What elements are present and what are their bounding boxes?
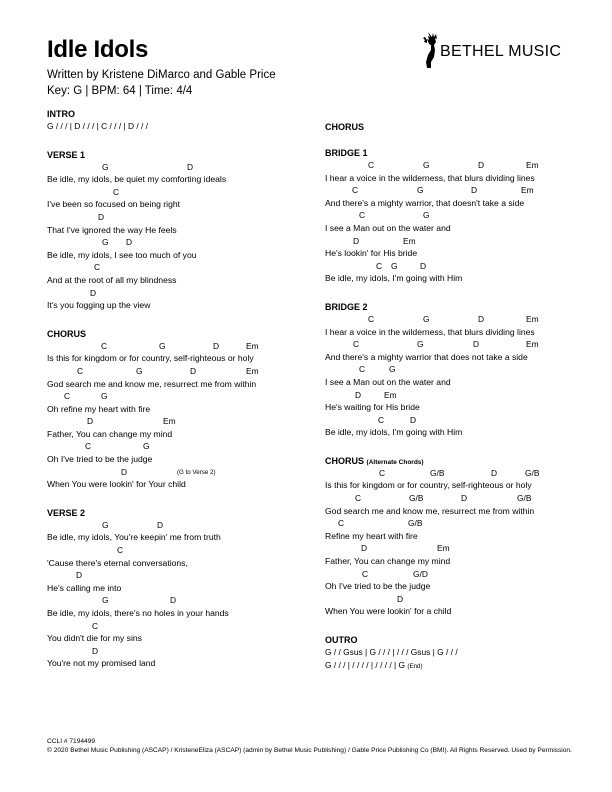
lyric-line: When You were lookin' for Your child [47,479,186,490]
chord-line [325,235,605,248]
chord: Em [163,416,176,427]
section-title: BRIDGE 1 [325,148,368,158]
chord: D [478,313,485,324]
chord: D [170,595,177,606]
chord: D [397,593,404,604]
chord-line [325,260,605,273]
chord-line [47,440,327,453]
section-title: VERSE 2 [47,507,86,518]
chord: C [353,339,360,350]
lyric-line: And there's a mighty warrior that does not take a side [325,351,528,362]
chord: C [368,313,375,324]
chord: D [420,260,427,271]
lyric-line: And there's a mighty warrior, that doesn't take a side [325,197,525,208]
chord: C [362,568,369,579]
lyric-line: Father, You can change my mind [47,428,173,439]
chord-line [325,159,605,172]
chord-progression [325,659,605,672]
chord: Em [384,389,397,400]
chord: C [368,160,375,170]
chord-line [325,467,605,480]
writers: Written by Kristene DiMarco and Gable Price [47,69,276,81]
end-note: (End) [407,662,423,670]
chord: G/D [413,568,428,579]
chord: Em [246,340,259,351]
chord-progression: G / / / | D / / / | C / / / | D / / / [47,121,148,131]
chord: G [101,391,108,402]
chord: D [473,339,480,350]
chord: Em [526,160,539,170]
chord: D [491,467,498,478]
chord: C [378,414,385,425]
lyric-line: Be idle, my idols, I'm going with Him [325,273,463,284]
chord: D [190,365,197,376]
chord: C [94,262,101,273]
chord: C [352,185,359,196]
chord-line [325,184,605,197]
chord: D [76,570,83,581]
lyric-line: Is this for kingdom or for country, self-righteous or holy [325,480,532,491]
lyric-line: Be idle, my idols, I see too much of you [47,249,197,260]
chord: C [101,340,108,351]
lyric-line: Be idle, my idols, be quiet my comforting ideals [47,174,227,185]
lyric-line: And at the root of all my blindness [47,274,177,285]
section-chorus [47,328,327,491]
lyric-line: You didn't die for my sins [47,633,142,644]
lyric-line: I hear a voice in the wilderness, that blurs dividing lines [325,326,535,337]
section-title: BRIDGE 2 [325,301,368,312]
section-verse-2 [47,507,327,670]
chord: C [92,620,99,631]
chord-line [47,569,327,582]
chord-line [325,517,605,530]
chord-line [325,338,605,351]
lyric-line: Be idle, my idols, You're keepin' me from truth [47,532,221,543]
lyric-line: God search me and know me, resurrect me from within [47,378,257,389]
chord: D [355,389,362,400]
chord-line [325,414,605,427]
chord: D [187,161,194,172]
chord: G [423,160,430,170]
section-title: VERSE 1 [47,149,86,160]
chord-line [47,390,327,403]
section-intro [47,108,327,133]
left-column [47,108,327,686]
lyric-line: He's lookin' for His bride [325,248,418,259]
section-chorus-ref [325,121,605,133]
chord: D [213,340,220,351]
copyright-notice: © 2020 Bethel Music Publishing (ASCAP) / KristeneEliza (ASCAP) (admin by Bethel Music Publishing) / Gable Price Publishing Co (BMI). All Rights Reserved. Used by Permission. [47,746,572,754]
chord: G/B [430,467,445,478]
section-title [325,455,605,467]
chord: D [126,237,133,248]
lyric-line: You're not my promised land [47,658,156,669]
lyric-line: He's calling me into [47,582,122,593]
chord: C [338,518,345,529]
section-subtitle: (Alternate Chords) [366,458,424,466]
chord-line [47,594,327,607]
chord-line [47,544,327,557]
section-bridge-1 [325,147,605,285]
key-info: Key: G | BPM: 64 | Time: 4/4 [47,85,193,97]
chord: D [353,235,360,246]
lyric-line: Oh refine my heart with fire [47,403,151,414]
chord: D [471,185,478,196]
chord: G [389,364,396,375]
lyric-line: It's you fogging up the view [47,300,151,311]
chord-line [325,593,605,606]
chord-line [47,287,327,300]
chord: Em [521,185,534,196]
right-column [325,108,605,687]
chord: G [102,595,109,606]
chord: D [121,466,128,477]
chord: D [98,211,105,222]
chord: C [376,260,383,271]
chord-line [47,466,327,479]
chord-line [47,620,327,633]
chord: Em [246,365,259,376]
chord: D [87,416,94,427]
chord: G [136,365,143,376]
chord: G [417,339,424,350]
chord: D [361,543,368,554]
chord-line [325,313,605,326]
chord: G/B [517,493,532,504]
section-outro [325,634,605,671]
chord: C [85,441,92,452]
chord: D [157,519,164,530]
chord-progression: G / / Gsus | G / / / | / / / Gsus | G / / / [325,647,458,657]
lyric-line: Refine my heart with fire [325,530,418,541]
chord: Em [437,543,450,554]
lyric-line: I hear a voice in the wilderness, that blurs dividing lines [325,172,535,183]
chord-line [325,492,605,505]
section-title: OUTRO [325,635,358,645]
lyric-line: I see a Man out on the water and [325,376,451,387]
chord-line [325,389,605,402]
chord: G [417,185,424,196]
chord: Em [403,235,416,246]
chord-note: (G to Verse 2) [177,468,216,476]
section-bridge-2 [325,301,605,439]
chord-line [47,211,327,224]
chord: C [113,186,120,197]
lyric-line: Father, You can change my mind [325,556,451,567]
chord: C [117,545,124,556]
ccli-number: CCLI # 7194499 [47,738,96,745]
chord-line [47,186,327,199]
song-title: Idle Idols [47,36,149,63]
chord: C [355,493,362,504]
chord: G [423,210,430,221]
chord-line [47,261,327,274]
chord-line [47,519,327,532]
chord-line [47,161,327,174]
chord-line [47,236,327,249]
chord: G [102,237,109,248]
lyric-line: I've been so focused on being right [47,199,181,210]
lyric-line: Is this for kingdom or for country, self-righteous or holy [47,353,254,364]
chord-progression-text: G / / / | / / / / | / / / / | G [325,659,406,670]
chord-line [325,363,605,376]
chord: G/B [408,518,423,529]
lyric-line: He's waiting for His bride [325,402,420,413]
section-title: INTRO [47,109,75,119]
chord-line [47,645,327,658]
section-title-text: CHORUS [325,455,365,466]
chord: D [90,287,97,298]
lyric-line: Be idle, my idols, there's no holes in your hands [47,608,229,618]
chord: C [77,365,84,376]
section-verse-1 [47,149,327,312]
section-title: CHORUS [325,122,365,132]
footer [47,738,572,755]
chord-line [325,542,605,555]
chord: Em [526,339,539,350]
chord: C [379,467,386,478]
chord: G/B [409,493,424,504]
lyric-line: Oh I've tried to be the judge [47,454,153,465]
chord: C [359,364,366,375]
chord: G [143,441,150,452]
chord-line [47,415,327,428]
chord: G [391,260,398,271]
lyric-line: Be idle, my idols, I'm going with Him [325,427,463,438]
lyric-line: Oh I've tried to be the judge [325,581,431,592]
chord: D [92,645,99,656]
lyric-line: God search me and know me, resurrect me from within [325,505,535,516]
chord-line [47,340,327,353]
lyric-line: When You were lookin' for a child [325,606,452,617]
lyric-line: I see a Man out on the water and [325,222,451,233]
lyric-line: That I've ignored the way He feels [47,224,177,235]
chord: D [461,493,468,504]
chord: G/B [525,467,540,478]
brand-name: BETHEL MUSIC [440,43,562,60]
chord: C [64,391,71,402]
chord: G [102,519,109,530]
lyric-line: 'Cause there's eternal conversations, [47,557,188,568]
section-title: CHORUS [47,328,87,339]
chord: D [478,160,485,170]
section-chorus-alternate [325,455,605,618]
chord-line [47,365,327,378]
chord: G [423,313,430,324]
chord: Em [526,313,539,324]
chord-line [325,568,605,581]
chord: G [159,340,166,351]
chord: D [410,414,417,425]
chord-line [325,209,605,222]
chord: G [102,161,109,172]
chord: C [359,210,366,221]
